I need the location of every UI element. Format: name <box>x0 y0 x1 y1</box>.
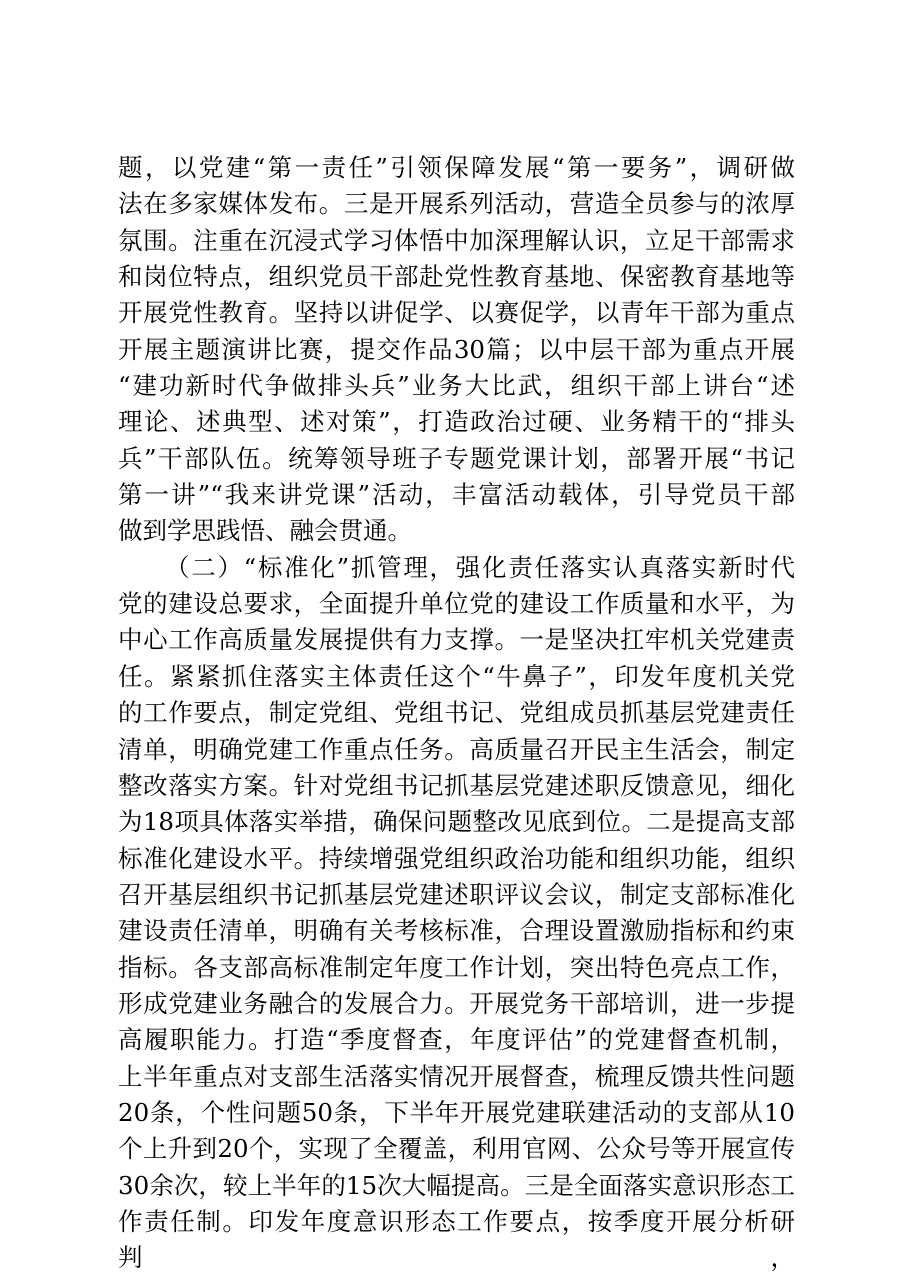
text-line: 开展主题演讲比赛，提交作品30篇；以中层干部为重点开展 <box>118 334 795 364</box>
text-line: 高履职能力。打造“季度督查，年度评估”的党建督查机制， <box>118 1025 795 1055</box>
text-line: 清单，明确党建工作重点任务。高质量召开民主生活会，制定 <box>118 734 795 764</box>
text-line: 和岗位特点，组织党员干部赴党性教育基地、保密教育基地等 <box>118 262 795 292</box>
section-heading-line: （二）“标准化”抓管理，强化责任落实认真落实新时代 <box>165 552 795 582</box>
text-line: 指标。各支部高标准制定年度工作计划，突出特色亮点工作， <box>118 952 795 982</box>
text-line: 中心工作高质量发展提供有力支撑。一是坚决扛牢机关党建责 <box>118 625 795 655</box>
text-line: 党的建设总要求，全面提升单位党的建设工作质量和水平，为 <box>118 589 795 619</box>
text-line: 氛围。注重在沉浸式学习体悟中加深理解认识，立足干部需求 <box>118 225 795 255</box>
text-line: 整改落实方案。针对党组书记抓基层党建述职反馈意见，细化 <box>118 770 795 800</box>
text-line: 为18项具体落实举措，确保问题整改见底到位。二是提高支部 <box>118 807 795 837</box>
text-line: 题，以党建“第一责任”引领保障发展“第一要务”，调研做 <box>118 153 795 182</box>
text-line: 的工作要点，制定党组、党组书记、党组成员抓基层党建责任 <box>118 698 795 728</box>
paragraph-2 <box>118 550 795 1273</box>
text-line: 作责任制。印发年度意识形态工作要点，按季度开展分析研判， <box>118 1206 795 1273</box>
text-line: 30余次，较上半年的15次大幅提高。三是全面落实意识形态工 <box>118 1170 795 1200</box>
text-line: 做到学思践悟、融会贯通。 <box>118 516 412 546</box>
text-line: “建功新时代争做排头兵”业务大比武，组织干部上讲台“述 <box>118 371 795 401</box>
text-line: 上半年重点对支部生活落实情况开展督查，梳理反馈共性问题 <box>118 1061 795 1091</box>
text-line: 个上升到20个，实现了全覆盖，利用官网、公众号等开展宣传 <box>118 1134 795 1164</box>
text-line: 开展党性教育。坚持以讲促学、以赛促学，以青年干部为重点 <box>118 298 795 328</box>
text-line: 20条，个性问题50条，下半年开展党建联建活动的支部从10 <box>118 1097 795 1127</box>
text-line: 建设责任清单，明确有关考核标准，合理设置激励指标和约束 <box>118 916 795 946</box>
paragraph-1 <box>118 150 795 550</box>
text-line: 任。紧紧抓住落实主体责任这个“牛鼻子”，印发年度机关党 <box>118 661 795 691</box>
text-line: 召开基层组织书记抓基层党建述职评议会议，制定支部标准化 <box>118 879 795 909</box>
text-line: 法在多家媒体发布。三是开展系列活动，营造全员参与的浓厚 <box>118 189 795 219</box>
document-body <box>118 150 795 1273</box>
text-line: 理论、述典型、述对策”，打造政治过硬、业务精干的“排头 <box>118 407 795 437</box>
text-line: 形成党建业务融合的发展合力。开展党务干部培训，进一步提 <box>118 988 795 1018</box>
text-line: 兵”干部队伍。统筹领导班子专题党课计划，部署开展“书记 <box>118 443 795 473</box>
text-line: 标准化建设水平。持续增强党组织政治功能和组织功能，组织 <box>118 843 795 873</box>
text-line: 第一讲”“我来讲党课”活动，丰富活动载体，引导党员干部 <box>118 480 795 510</box>
